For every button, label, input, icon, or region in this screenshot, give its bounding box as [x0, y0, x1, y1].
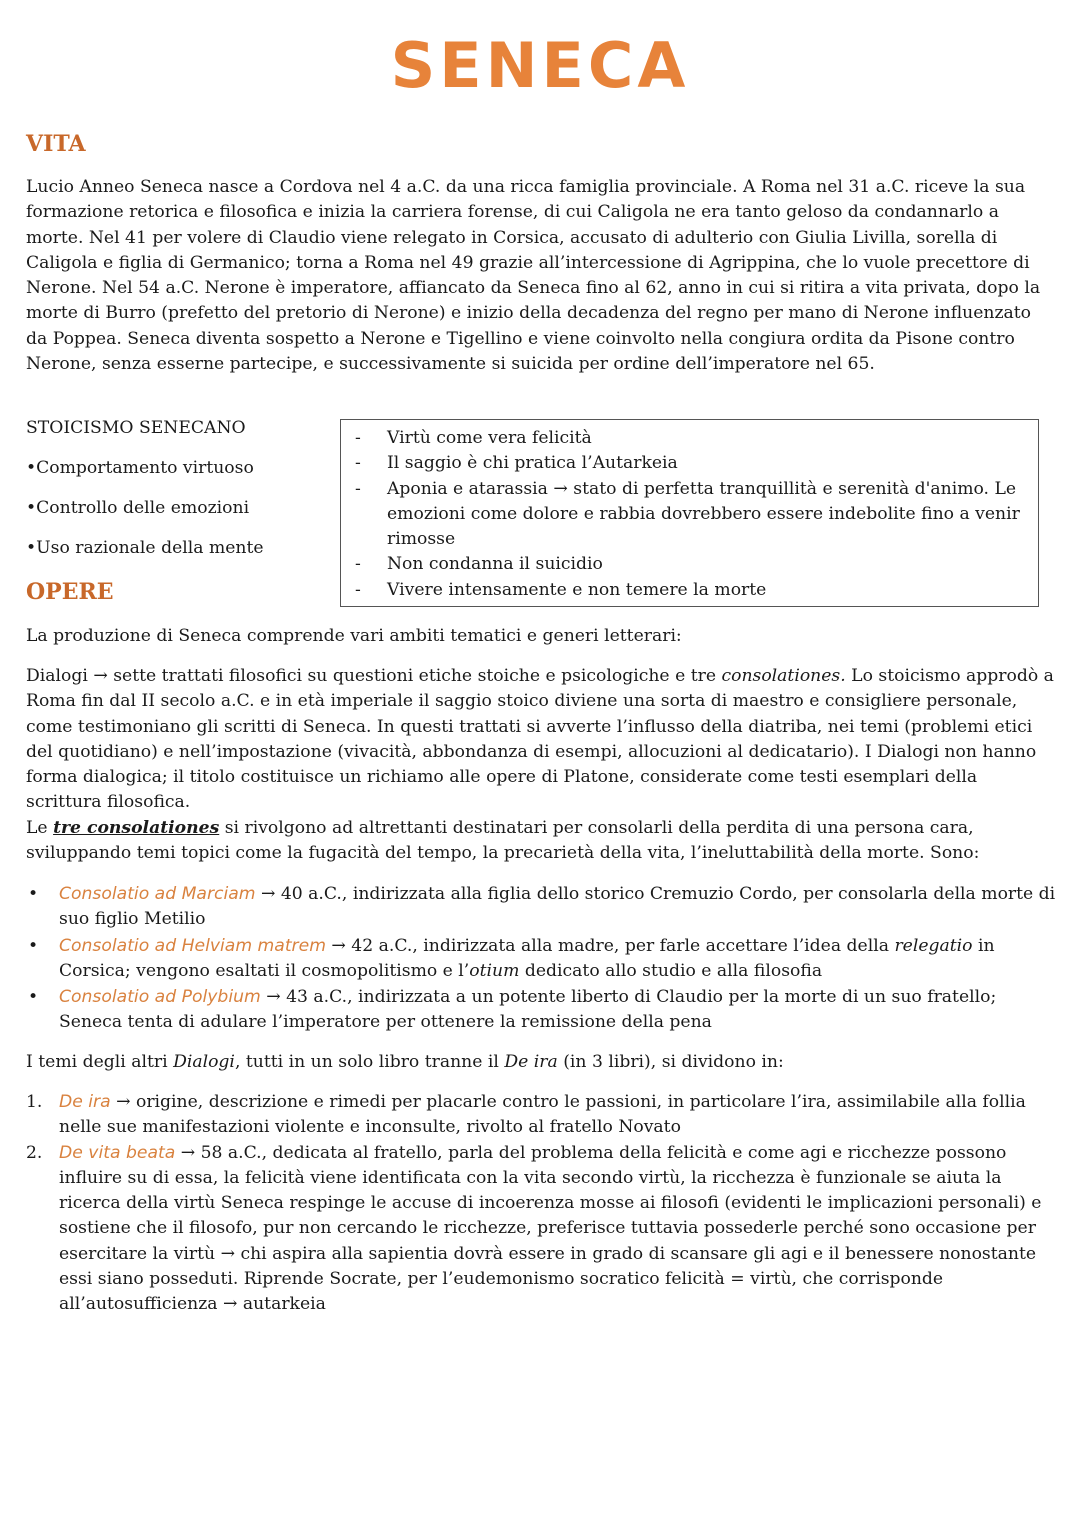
box-item: - Aponia e atarassia → stato di perfetta tranquillità e serenità d'animo. Le emozioni come dolore e rabbia dovrebbero essere indebolite fino a venir rimosse — [341, 477, 1038, 553]
consolationes-list — [26, 882, 1056, 1037]
section-heading-opere: OPERE — [26, 579, 114, 605]
box-item: - Virtù come vera felicità — [341, 426, 1038, 451]
dialogi-numbered-list — [26, 1090, 1056, 1318]
list-item: 2. De vita beata → 58 a.C., dedicata al fratello, parla del problema della felicità e come agi e ricchezze possono influire su di essa, la felicità viene identificata con la vita secondo virtù, la ricchezza è funzionale se aiuta la ricerca della virtù Seneca respinge le accuse di incoerenza mosse ai filosofi (evidenti le implicazioni personali) e sostiene che il filosofo, pur non cercando le ricchezze, preferisce tuttavia possederle perché sono occasione per esercitare la virtù → chi aspira alla sapientia dovrà essere in grado di scansare gli agi e il benessere nonostante essi siano posseduti. Riprende Socrate, per l’eudemonismo socratico felicità = virtù, che corrisponde all’autosufficienza → autarkeia — [26, 1142, 1042, 1315]
stoicismo-point: •Comportamento virtuoso — [26, 458, 254, 478]
altri-dialogi-paragraph: I temi degli altri Dialogi, tutti in un solo libro tranne il De ira (in 3 libri), si dividono in: — [26, 1052, 784, 1072]
dialoghi-paragraph: Dialogi → sette trattati filosofici su questioni etiche stoiche e psicologiche e tre consolationes. Lo stoicismo approdò a Roma fin dal II secolo a.C. e in età imperiale il saggio stoico diviene una sorta di maestro e consigliere personale, come testimoniano gli scritti di Seneca. In questi trattati si avverte l’influsso della diatriba, nei temi (problemi etici del quotidiano) e nell’impostazione (vivacità, abbondanza di esempi, allocuzioni al dedicatario). I Dialogi non hanno forma dialogica; il titolo costituisce un richiamo alle opere di Platone, considerate come testi esemplari della scrittura filosofica. Le tre consolationes si rivolgono ad altrettanti destinatari per consolarli della perdita di una persona cara, sviluppando temi topici come la fugacità del tempo, la precarietà della vita, l’ineluttabilità della morte. Sono: — [26, 666, 1054, 864]
stoicismo-point: •Controllo delle emozioni — [26, 498, 250, 518]
list-item: 1. De ira → origine, descrizione e rimedi per placarle contro le passioni, in particolare l’ira, assimilabile alla follia nelle sue manifestazioni violente e inconsulte, rivolto al fratello Novato — [26, 1092, 1026, 1138]
box-item: - Vivere intensamente e non temere la morte — [341, 578, 1038, 603]
list-item: • Consolatio ad Marciam → 40 a.C., indirizzata alla figlia dello storico Cremuzio Cordo, per consolarla della morte di suo figlio Metilio — [26, 882, 1056, 933]
box-item: - Il saggio è chi pratica l’Autarkeia — [341, 451, 1038, 476]
list-item: • Consolatio ad Polybium → 43 a.C., indirizzata a un potente liberto di Claudio per la morte di un suo fratello; Seneca tenta di adulare l’imperatore per ottenere la remissione della pena — [26, 985, 1056, 1036]
vita-paragraph: Lucio Anneo Seneca nasce a Cordova nel 4 a.C. da una ricca famiglia provinciale. A Roma nel 31 a.C. riceve la sua formazione retorica e filosofica e inizia la carriera forense, di cui Caligola ne era tanto geloso da condannarlo a morte. Nel 41 per volere di Claudio viene relegato in Corsica, accusato di adulterio con Giulia Livilla, sorella di Caligola e figlia di Germanico; torna a Roma nel 49 grazie all’intercessione di Agrippina, che lo vuole precettore di Nerone. Nel 54 a.C. Nerone è imperatore, affiancato da Seneca fino al 62, anno in cui si ritira a vita privata, dopo la morte di Burro (prefetto del pretorio di Nerone) e inizio della decadenza del regno per mano di Nerone influenzato da Poppea. Seneca diventa sospetto a Nerone e Tigellino e viene coinvolto nella congiura ordita da Pisone contro Nerone, senza esserne partecipe, e successivamente si suicida per ordine dell’imperatore nel 65. — [26, 177, 1041, 375]
stoicismo-box — [340, 419, 1039, 607]
consolationes-link: tre consolationes — [53, 817, 220, 838]
stoicismo-list — [26, 416, 264, 576]
list-item: • Consolatio ad Helviam matrem → 42 a.C., indirizzata alla madre, per farle accettare l’idea della relegatio in Corsica; vengono esaltati il cosmopolitismo e l’otium dedicato allo studio e alla filosofia — [26, 934, 1056, 985]
opere-intro: La produzione di Seneca comprende vari ambiti tematici e generi letterari: — [26, 626, 682, 646]
box-item: - Non condanna il suicidio — [341, 552, 1038, 577]
page-title: SENECA — [390, 29, 690, 102]
section-heading-vita: VITA — [26, 131, 86, 157]
stoicismo-point: •Uso razionale della mente — [26, 538, 264, 558]
stoicismo-label: STOICISMO SENECANO — [26, 418, 246, 438]
